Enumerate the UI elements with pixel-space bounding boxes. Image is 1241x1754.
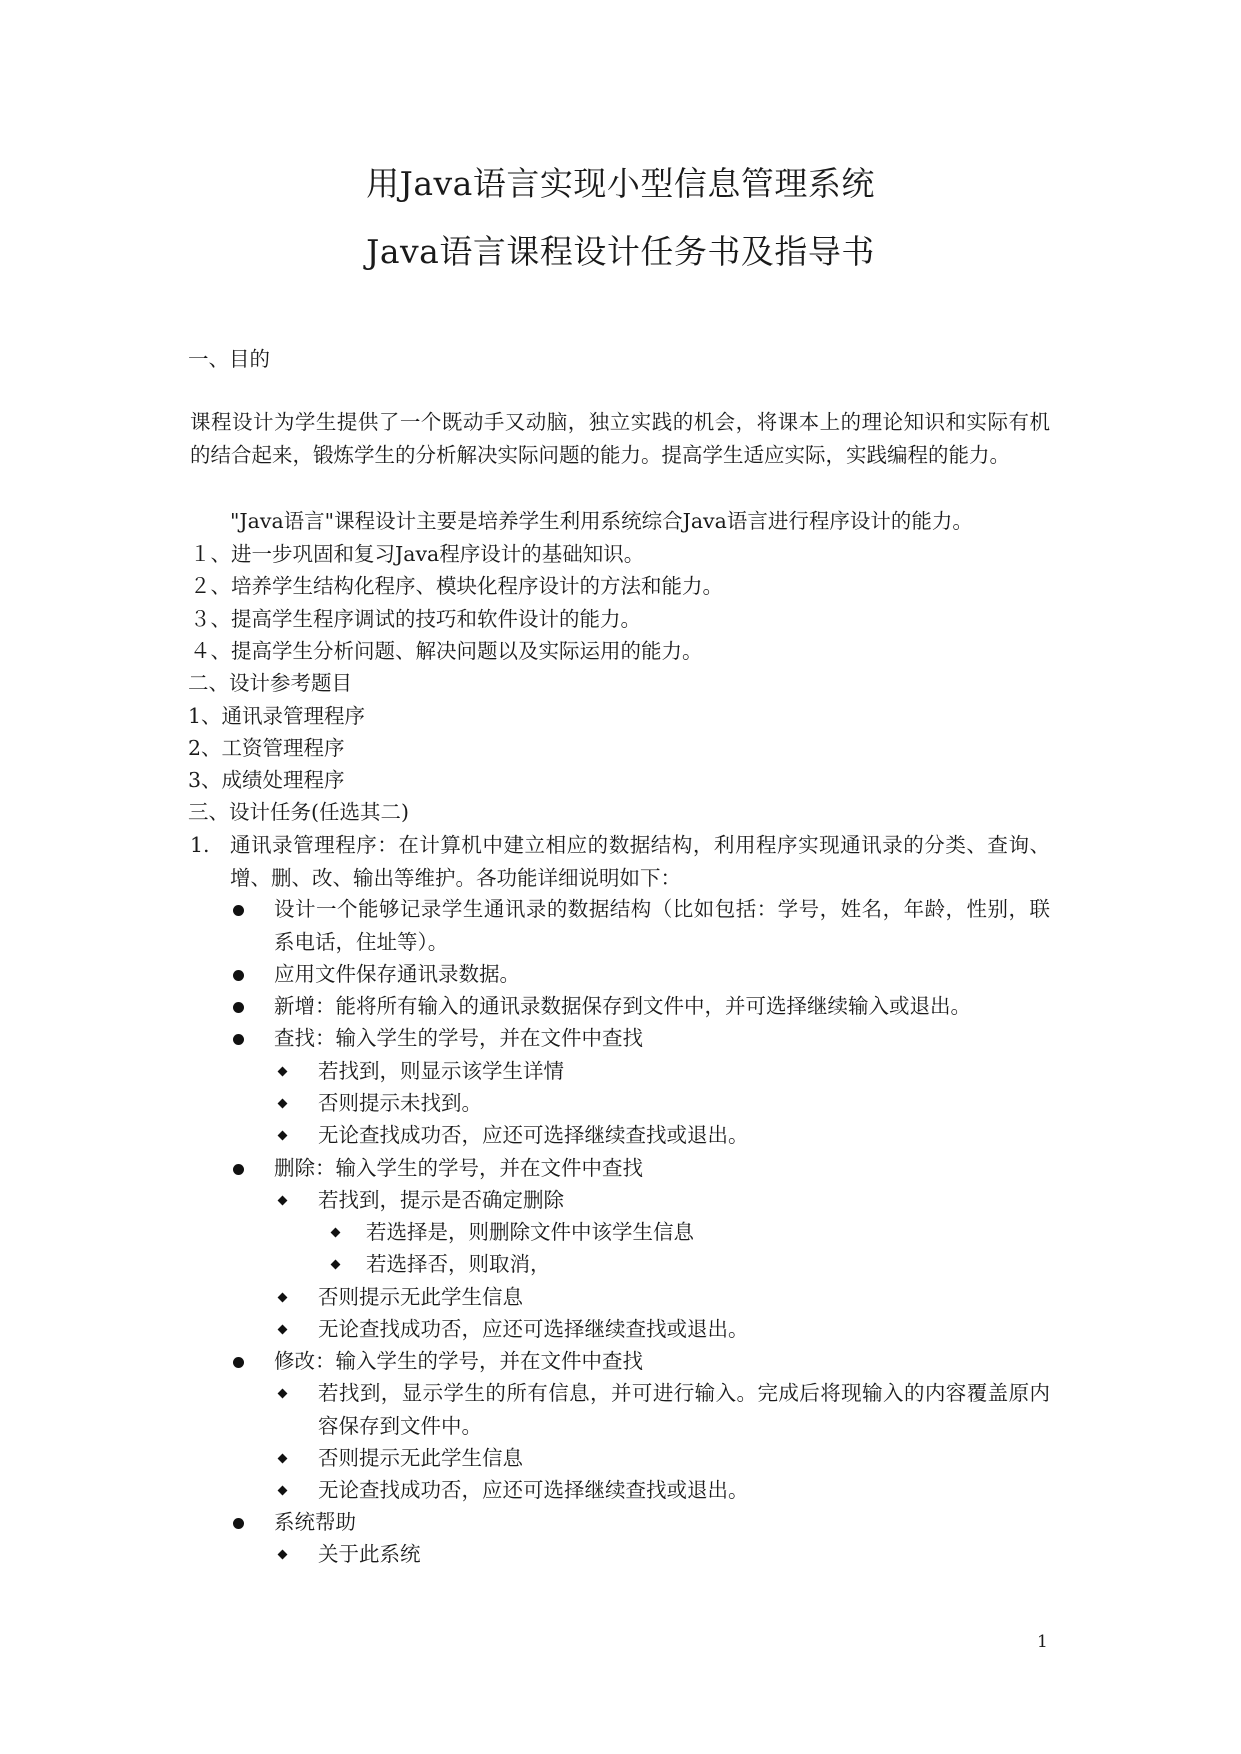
bullet-design: 设计一个能够记录学生通讯录的数据结构（比如包括：学号，姓名，年龄，性别，联系电话，住址等）。 [274,897,1050,954]
modify-sub-2: 否则提示无此学生信息 [318,1446,523,1470]
purpose-paragraph: 课程设计为学生提供了一个既动手又动脑，独立实践的机会，将课本上的理论知识和实际有机的结合起来，锻炼学生的分析解决实际问题的能力。提高学生适应实际，实践编程的能力。 [190,410,1050,467]
find-sub-3: 无论查找成功否，应还可选择继续查找或退出。 [318,1123,749,1147]
bullet-add: 新增：能将所有输入的通讯录数据保存到文件中，并可选择继续输入或退出。 [274,994,971,1018]
bullet-diamond-icon [278,1486,288,1496]
modify-sub-3: 无论查找成功否，应还可选择继续查找或退出。 [318,1478,749,1502]
bullet-find: 查找：输入学生的学号，并在文件中查找 [274,1026,643,1050]
bullet-modify: 修改：输入学生的学号，并在文件中查找 [274,1349,643,1373]
bullet-dot-icon [233,1518,244,1529]
find-sub-1: 若找到，则显示该学生详情 [318,1059,564,1083]
purpose-item-4: ４、提高学生分析问题、解决问题以及实际运用的能力。 [190,639,703,663]
bullet-diamond-icon [278,1099,288,1109]
topic-item-3: 3、成绩处理程序 [188,768,345,792]
bullet-diamond-icon [331,1260,341,1270]
delete-subsub-2: 若选择否，则取消， [366,1252,551,1276]
document-title: 用Java语言实现小型信息管理系统 [366,164,875,203]
purpose-item-2: ２、培养学生结构化程序、模块化程序设计的方法和能力。 [190,574,723,598]
document-subtitle: Java语言课程设计任务书及指导书 [366,232,875,271]
task-number: 1. [190,833,210,857]
topic-item-1: 1、通讯录管理程序 [188,704,366,728]
page-number: 1 [1037,1632,1048,1652]
bullet-dot-icon [233,970,244,981]
bullet-help: 系统帮助 [274,1510,356,1534]
purpose-item-3: ３、提高学生程序调试的技巧和软件设计的能力。 [190,607,641,631]
bullet-dot-icon [233,1034,244,1045]
bullet-diamond-icon [278,1067,288,1077]
bullet-dot-icon [233,905,244,916]
section-heading-topics: 二、设计参考题目 [188,671,352,695]
bullet-dot-icon [233,1357,244,1368]
bullet-diamond-icon [278,1196,288,1206]
bullet-diamond-icon [278,1131,288,1141]
section-heading-purpose: 一、目的 [188,347,270,371]
bullet-diamond-icon [331,1228,341,1238]
bullet-delete: 删除：输入学生的学号，并在文件中查找 [274,1156,643,1180]
purpose-item-1: １、进一步巩固和复习Java程序设计的基础知识。 [190,542,645,566]
delete-sub-1: 若找到，提示是否确定删除 [318,1188,564,1212]
modify-sub-1: 若找到，显示学生的所有信息，并可进行输入。完成后将现输入的内容覆盖原内容保存到文件中。 [318,1381,1050,1438]
delete-subsub-1: 若选择是，则删除文件中该学生信息 [366,1220,694,1244]
find-sub-2: 否则提示未找到。 [318,1091,482,1115]
bullet-dot-icon [233,1164,244,1175]
purpose-intro: "Java语言"课程设计主要是培养学生利用系统综合Java语言进行程序设计的能力。 [230,509,973,533]
bullet-file: 应用文件保存通讯录数据。 [274,962,520,986]
bullet-diamond-icon [278,1293,288,1303]
bullet-diamond-icon [278,1550,288,1560]
bullet-diamond-icon [278,1325,288,1335]
bullet-diamond-icon [278,1389,288,1399]
help-sub-1: 关于此系统 [318,1542,421,1566]
section-heading-tasks: 三、设计任务(任选其二) [188,800,409,824]
bullet-dot-icon [233,1002,244,1013]
bullet-diamond-icon [278,1454,288,1464]
delete-sub-2: 否则提示无此学生信息 [318,1285,523,1309]
topic-item-2: 2、工资管理程序 [188,736,345,760]
task-description: 通讯录管理程序：在计算机中建立相应的数据结构，利用程序实现通讯录的分类、查询、增、删、改、输出等维护。各功能详细说明如下： [230,833,1050,890]
delete-sub-3: 无论查找成功否，应还可选择继续查找或退出。 [318,1317,749,1341]
